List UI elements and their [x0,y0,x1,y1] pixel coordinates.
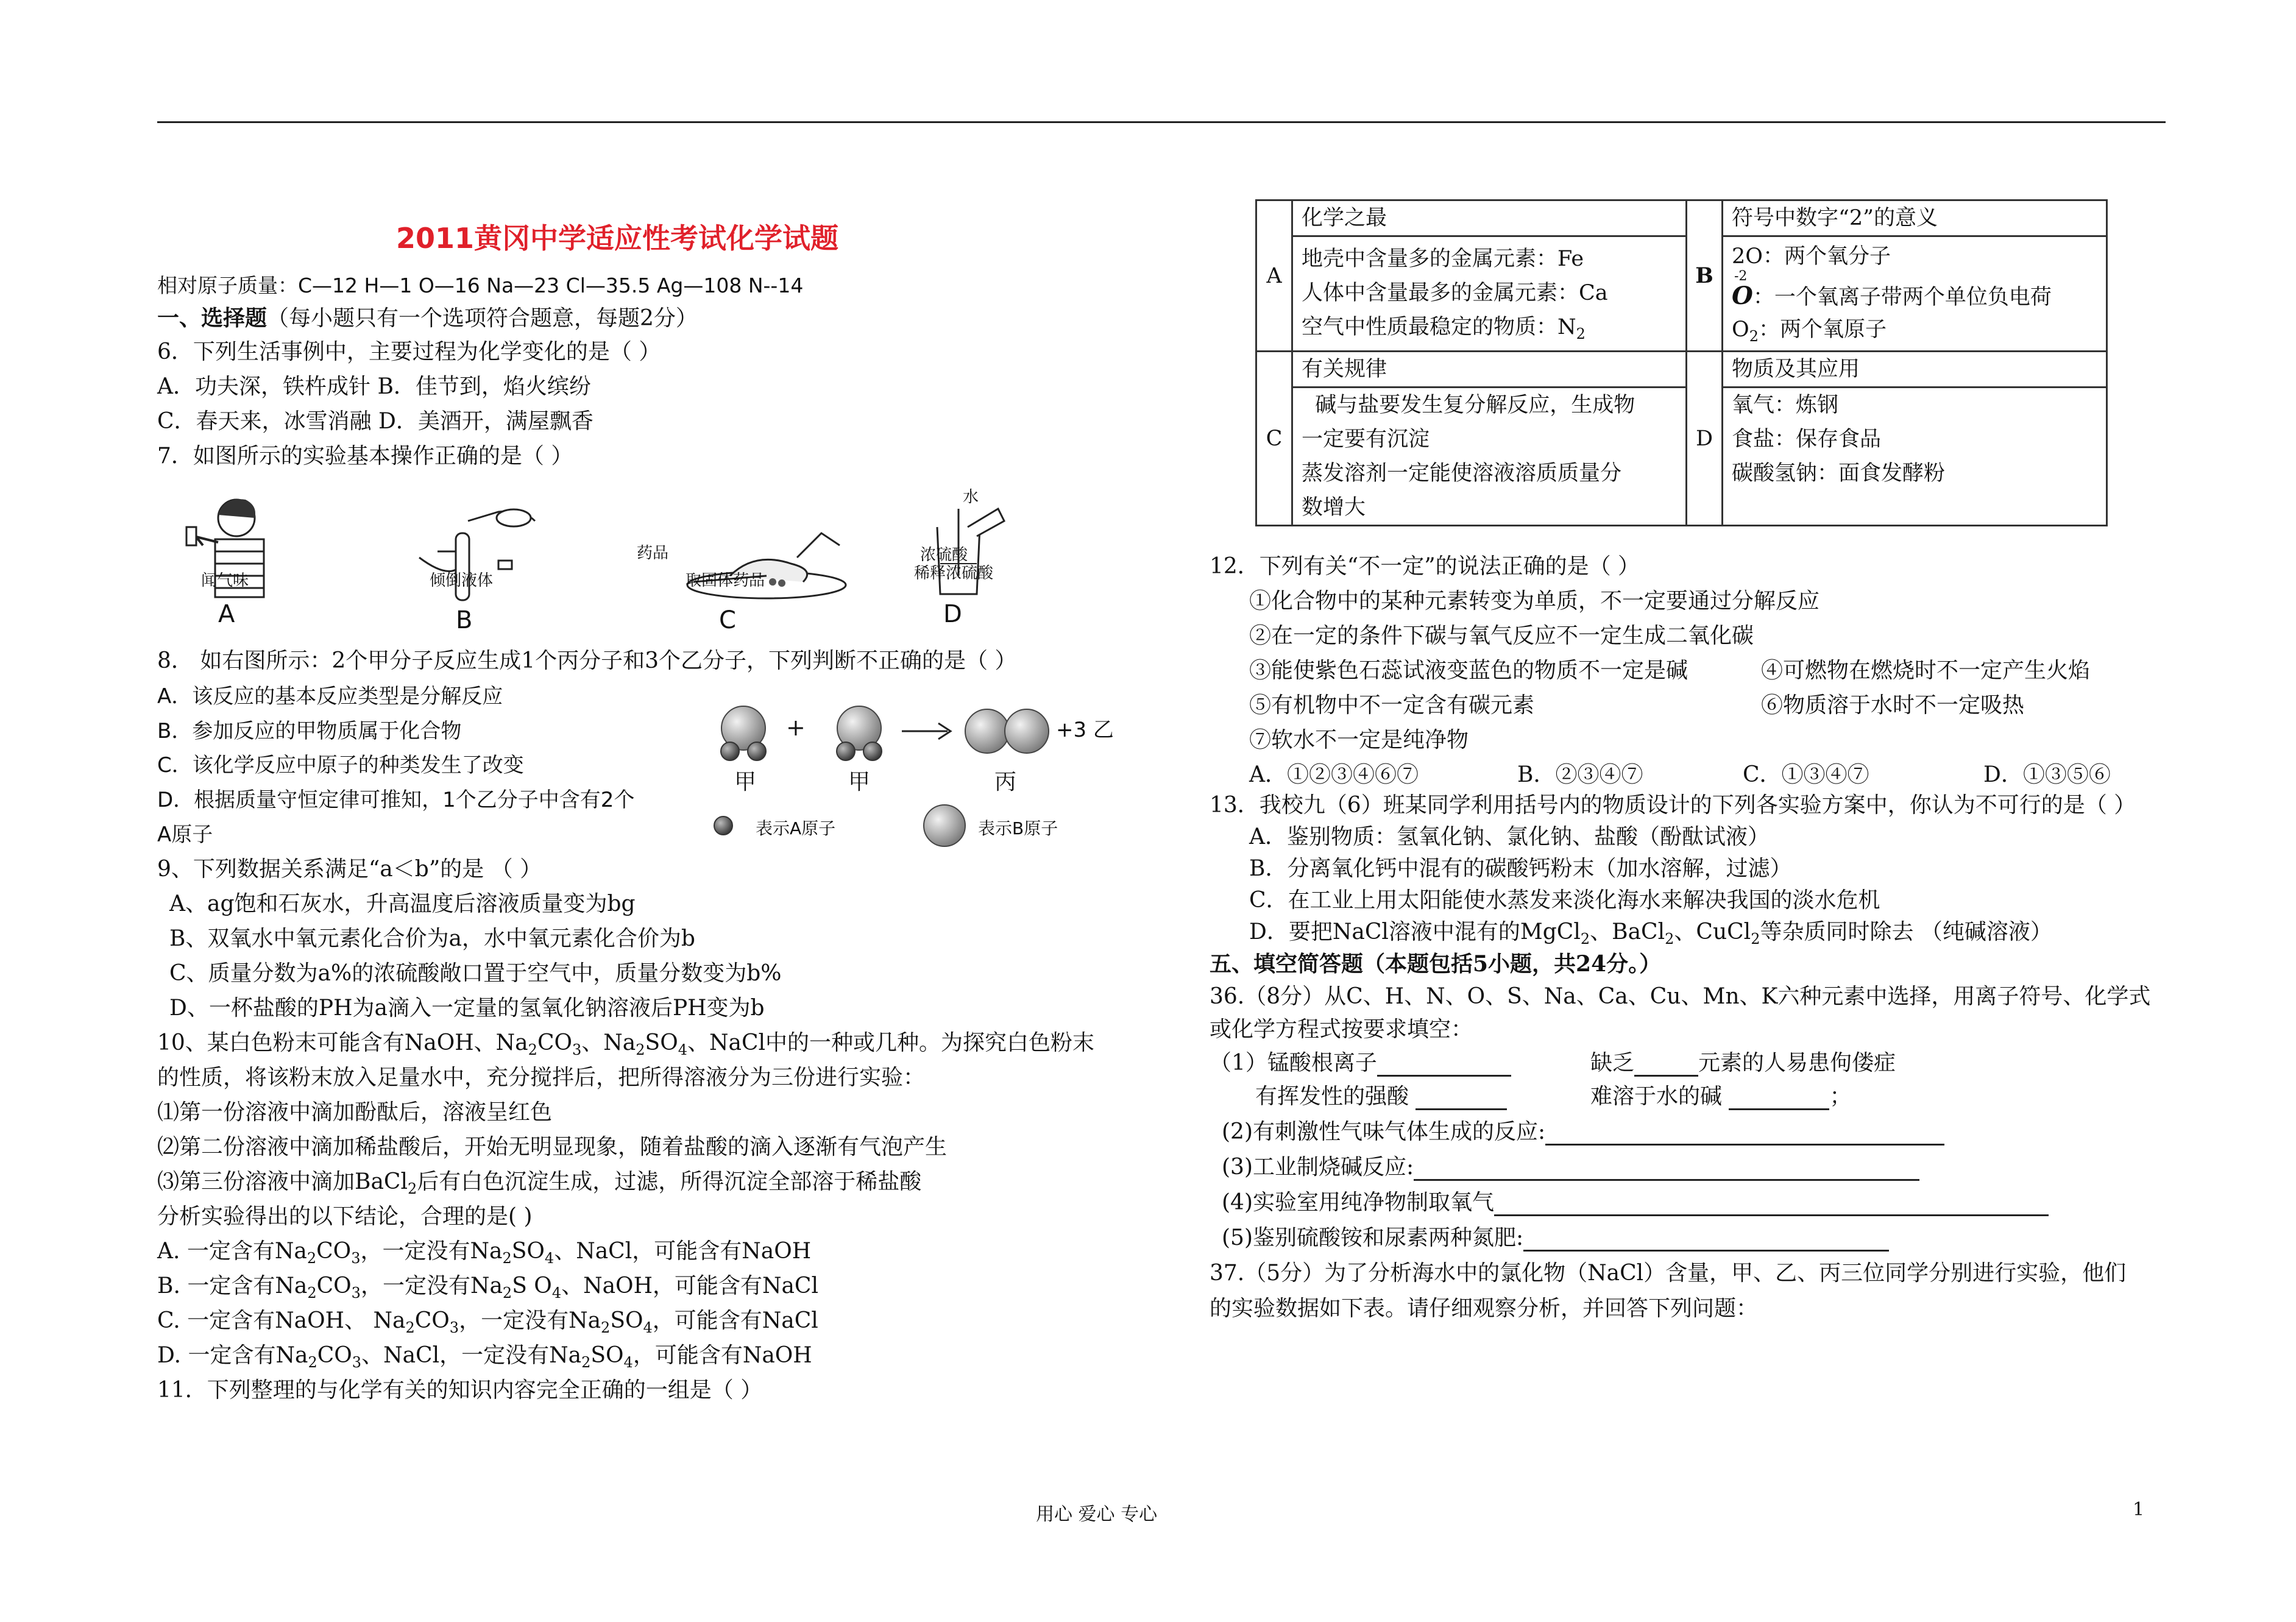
q10-stem-line1: 10、某白色粉末可能含有NaOH、$Na_2CO_3$、$Na_2SO_4$、NaCl中的一种或几种。为探究白色粉末 [157,1030,1095,1059]
answer-blank-part3[interactable] [1414,1157,1919,1181]
table-d-row1: 氧气：炼钢 [1732,393,1839,417]
page-title: 2011黄冈中学适应性考试化学试题 [396,222,839,255]
table-label-d: D [1687,352,1723,526]
legend-a-text: 表示A原子 [756,818,836,838]
q8-stem: 8． 如右图所示：2个甲分子反应生成1个丙分子和3个乙分子，下列判断不正确的是（ ） [157,648,1017,673]
table-d-row2: 食盐：保存食品 [1732,427,1882,452]
q12-statement-4: ④可燃物在燃烧时不一定产生火焰 [1761,658,2091,683]
q13-option-c: C．在工业上用太阳能使水蒸发来淡化海水来解决我国的淡水危机 [1249,888,1880,913]
fig-b-caption: 倾倒液体 [430,572,494,590]
q6-stem: 6．下列生活事例中，主要过程为化学变化的是（ ） [157,339,661,364]
answer-blank-element[interactable] [1634,1053,1698,1077]
fig-d-letter: D [943,600,962,628]
table-c-row4: 数增大 [1302,495,1366,520]
q12-option-d: D．①③⑤⑥ [1983,762,2111,787]
fig-d-water-label: 水 [963,488,979,506]
q36-stem-line1: 36.（8分）从C、H、N、O、S、Na、Ca、Cu、Mn、K六种元素中选择，用离子符号、化学式 [1210,984,2151,1009]
q6-options-cd: C．春天来，冰雪消融 D．美酒开，满屋飘香 [157,409,593,434]
q8-option-c: C．该化学反应中原子的种类发生了改变 [157,753,524,777]
table-label-c: C [1256,352,1292,526]
q9-option-b: B、双氧水中氧元素化合价为a，水中氧元素化合价为b [169,926,695,951]
q36-part3: (3)工业制烧碱反应: [1222,1154,1919,1181]
table-c-head: 有关规律 [1292,352,1687,388]
table-b-content [1723,236,2107,352]
q12-statement-2: ②在一定的条件下碳与氧气反应不一定生成二氧化碳 [1249,623,1754,648]
q9-option-a: A、ag饱和石灰水，升高温度后溶液质量变为bg [169,891,636,916]
answer-blank-acid[interactable] [1416,1086,1507,1110]
q36-part4: (4)实验室用纯净物制取氧气 [1222,1189,2049,1216]
q10-step-3: ⑶第三份溶液中滴加BaCl$_2$后有白色沉淀生成，过滤，所得沉淀全部溶于稀盐酸 [157,1169,922,1198]
answer-blank-part5[interactable] [1523,1228,1889,1252]
table-a-row2: 人体中含量最多的金属元素：Ca [1302,281,1608,305]
section-5-heading: 五、填空简答题（本题包括5小题，共24分。） [1210,951,1662,977]
table-label-b: B [1687,200,1723,352]
molecule-jia-2 [837,706,882,760]
q10-step-2: ⑵第二份溶液中滴加稀盐酸后，开始无明显现象，随着盐酸的滴入逐渐有气泡产生 [157,1135,948,1160]
fig-a-caption: 闻气味 [201,572,249,590]
q12-statement-5: ⑤有机物中不一定含有碳元素 [1249,693,1535,718]
table-b-row2: -2 O：一个氧离子带两个单位负电荷 [1732,269,2052,310]
q12-statement-6: ⑥物质溶于水时不一定吸热 [1761,693,2025,718]
footer-motto: 用心 爱心 专心 [1036,1504,1158,1525]
q36-part1-base: 难溶于水的碱 ； [1590,1084,1852,1109]
reaction-arrow [902,723,951,739]
q8-option-d-line1: D．根据质量守恒定律可推知，1个乙分子中含有2个 [157,788,635,812]
q13-stem: 13．我校九（6）班某同学利用括号内的物质设计的下列各实验方案中，你认为不可行的是（ ） [1210,793,2136,818]
table-d-content [1723,388,2107,526]
q12-statement-7: ⑦软水不一定是纯净物 [1249,728,1469,753]
q9-option-d: D、一杯盐酸的PH为a滴入一定量的氢氧化钠溶液后PH变为b [169,996,765,1021]
header-rule [157,121,2166,123]
fig-b-letter: B [456,606,473,634]
q36-part1-row2: 有挥发性的强酸 [1255,1083,1507,1110]
section-1-heading [157,305,698,332]
fig-d-caption: 稀释浓硫酸 [914,564,994,583]
molecule-bing [965,709,1049,753]
fig-c-caption: 取固体药品 [686,572,765,590]
q36-stem-line2: 或化学方程式按要求填空： [1210,1017,1473,1042]
answer-blank-part2[interactable] [1545,1122,1944,1146]
q6-options-ab: A．功夫深，铁杵成针 B．佳节到，焰火缤纷 [157,374,591,399]
page-number: 1 [2133,1499,2145,1520]
q12-option-c: C．①③④⑦ [1743,762,1869,787]
fig-c-drug-label: 药品 [637,544,669,562]
q13-option-b: B．分离氧化钙中混有的碳酸钙粉末（加水溶解，过滤） [1249,856,1792,881]
q11-knowledge-table [1255,199,2108,526]
section-1-note: （每小题只有一个选项符合题意，每题2分） [267,306,698,331]
diagram-label-jia-2: 甲 [848,770,871,795]
table-c-row1: 碱与盐要发生复分解反应，生成物 [1302,393,1635,417]
table-a-row3: 空气中性质最稳定的物质：$N_2$ [1302,315,1586,342]
legend-atom-b [924,805,965,846]
table-d-head: 物质及其应用 [1723,352,2107,388]
q12-statement-1: ①化合物中的某种元素转变为单质，不一定要通过分解反应 [1249,589,1820,614]
table-b-head: 符号中数字“2”的意义 [1723,200,2107,236]
q9-option-c: C、质量分数为a%的浓硫酸敞口置于空气中，质量分数变为b% [169,961,782,986]
legend-atom-a [714,816,732,835]
table-a-content [1292,236,1687,352]
q10-option-a: A. 一定含有$Na_2CO_3$，一定没有$Na_2SO_4$、NaCl，可能含有NaOH [157,1239,812,1267]
diagram-plus: + [786,714,806,741]
fig-a-letter: A [218,600,235,628]
table-label-a: A [1256,200,1292,352]
q8-option-b: B．参加反应的甲物质属于化合物 [157,719,462,743]
diagram-plus-3-yi: +3 乙 [1056,718,1114,742]
table-a-row1: 地壳中含量多的金属元素：Fe [1302,247,1584,271]
q36-part5: (5)鉴别硫酸铵和尿素两种氮肥: [1222,1225,1889,1252]
q7-figure [157,484,1010,637]
fig-c-letter: C [719,606,736,634]
answer-blank-permanganate[interactable] [1377,1053,1511,1077]
molecule-jia-1 [721,706,766,760]
q11-stem: 11．下列整理的与化学有关的知识内容完全正确的一组是（ ） [157,1378,763,1403]
diagram-label-bing: 丙 [994,770,1017,795]
q37-stem-line1: 37.（5分）为了分析海水中的氯化物（NaCl）含量，甲、乙、丙三位同学分别进行实验，他们 [1210,1261,2127,1286]
q10-option-b: B. 一定含有$Na_2CO_3$，一定没有$Na_2S$ $O_4$、NaOH，可能含有NaCl [157,1273,818,1302]
q36-part1-row1: （1）锰酸根离子 [1210,1050,1511,1077]
legend-b-text: 表示B原子 [978,818,1058,838]
answer-blank-part4[interactable] [1494,1192,2049,1216]
q12-option-a: A．①②③④⑥⑦ [1249,762,1419,787]
fig-d-acid-label: 浓硫酸 [920,546,968,564]
q10-step-1: ⑴第一份溶液中滴加酚酞后，溶液呈红色 [157,1100,553,1125]
q8-option-d-line2: A原子 [157,823,213,847]
q13-option-d: D．要把NaCl溶液中混有的MgCl$_2$、BaCl$_2$、CuCl$_2$等杂质同时除去 （纯碱溶液） [1249,919,2052,948]
table-c-row3: 蒸发溶剂一定能使溶液溶质质量分 [1302,461,1622,486]
q7-stem: 7．如图所示的实验基本操作正确的是（ ） [157,444,573,469]
q12-option-b: B．②③④⑦ [1517,762,1643,787]
table-b-row1: 2O：两个氧分子 [1732,244,1891,269]
table-d-row3: 碳酸氢钠：面食发酵粉 [1732,461,1946,486]
table-a-head: 化学之最 [1292,200,1687,236]
q13-option-a: A．鉴别物质：氢氧化钠、氯化钠、盐酸（酚酞试液） [1249,824,1770,849]
atomic-masses: 相对原子质量：C—12 H—1 O—16 Na—23 Cl—35.5 Ag—108 N--14 [157,274,804,297]
table-c-row2: 一定要有沉淀 [1302,427,1430,452]
q10-option-d: D. 一定含有$Na_2CO_3$、NaCl，一定没有$Na_2SO_4$，可能含有NaOH [157,1343,812,1372]
q12-stem: 12．下列有关“不一定”的说法正确的是（ ） [1210,554,1640,579]
section-1-label: 一、选择题 [157,305,268,331]
answer-blank-base[interactable] [1729,1086,1829,1110]
table-c-content [1292,388,1687,526]
diagram-label-jia-1: 甲 [734,770,757,795]
table-b-row3: $O_2$：两个氧原子 [1732,317,1887,345]
q9-stem: 9、下列数据关系满足“a＜b”的是 （ ） [157,857,542,882]
q36-part2: (2)有刺激性气味气体生成的反应: [1222,1119,1944,1146]
q12-statement-3: ③能使紫色石蕊试液变蓝色的物质不一定是碱 [1249,658,1688,683]
q36-part1-calcium: 缺乏 元素的人易患佝偻症 [1590,1050,1896,1075]
q10-question: 分析实验得出的以下结论，合理的是( ) [157,1204,533,1229]
q10-stem-line2: 的性质，将该粉末放入足量水中，充分搅拌后，把所得溶液分为三份进行实验： [157,1065,926,1090]
q10-option-c: C. 一定含有NaOH、 $Na_2CO_3$，一定没有$Na_2SO_4$，可能含有NaCl [157,1308,818,1337]
q8-option-a: A．该反应的基本反应类型是分解反应 [157,684,503,709]
q37-stem-line2: 的实验数据如下表。请仔细观察分析，并回答下列问题： [1210,1296,1759,1321]
